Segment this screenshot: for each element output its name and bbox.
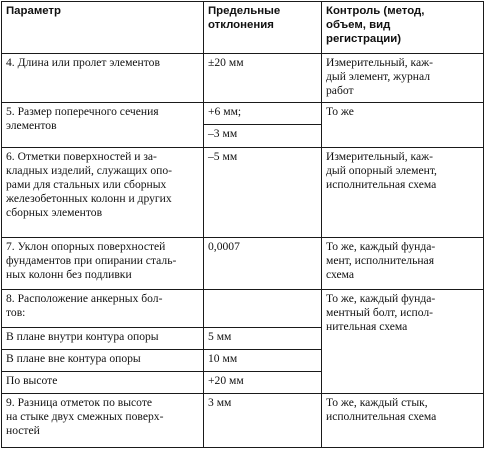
row7-control: То же, каждый фунда- мент, исполнительная схема [322, 238, 484, 290]
row8-sub3-deviation: +20 мм [204, 372, 322, 394]
row9-control: То же, каждый стык, исполнительная схема [322, 394, 484, 448]
row8-control: То же, каждый фунда- ментный болт, испол- нительная схема [322, 290, 484, 394]
row8-sub3-param: По высоте [2, 372, 204, 394]
table-row [2, 148, 484, 238]
row9-param: 9. Разница отметок по высоте на стыке двух смежных поверх- ностей [2, 394, 204, 448]
row5-param: 5. Размер поперечного сечения элементов [2, 103, 204, 148]
row4-deviation: ±20 мм [204, 54, 322, 103]
row6-deviation: –5 мм [204, 148, 322, 238]
row8-sub1-param: В плане внутри контура опоры [2, 328, 204, 350]
table-row [2, 238, 484, 290]
table-row [2, 103, 484, 125]
header-control: Контроль (метод, объем, вид регистрации) [322, 2, 484, 54]
header-deviation: Предельные отклонения [204, 2, 322, 54]
tolerance-table [1, 1, 484, 448]
row6-control: Измерительный, каж- дый опорный элемент, исполнительная схема [322, 148, 484, 238]
table-row [2, 290, 484, 328]
row5-deviation-minus: –3 мм [204, 125, 322, 148]
row8-sub1-deviation: 5 мм [204, 328, 322, 350]
row8-param: 8. Расположение анкерных бол- тов: [2, 290, 204, 328]
table-row [2, 394, 484, 448]
row8-sub2-param: В плане вне контура опоры [2, 350, 204, 372]
header-param: Параметр [2, 2, 204, 54]
row5-deviation-plus: +6 мм; [204, 103, 322, 125]
row7-deviation: 0,0007 [204, 238, 322, 290]
row9-deviation: 3 мм [204, 394, 322, 448]
row7-param: 7. Уклон опорных поверхностей фундаментов при опирании сталь- ных колонн без подливки [2, 238, 204, 290]
row6-param: 6. Отметки поверхностей и за- кладных изделий, служащих опо- рами для стальных или сборных железобетонных колонн и других сборных элементов [2, 148, 204, 238]
row4-control: Измерительный, каж- дый элемент, журнал работ [322, 54, 484, 103]
row5-control: То же [322, 103, 484, 148]
row8-sub2-deviation: 10 мм [204, 350, 322, 372]
row8-deviation-empty [204, 290, 322, 328]
table-header-row [2, 2, 484, 54]
table-row [2, 54, 484, 103]
row4-param: 4. Длина или пролет элементов [2, 54, 204, 103]
